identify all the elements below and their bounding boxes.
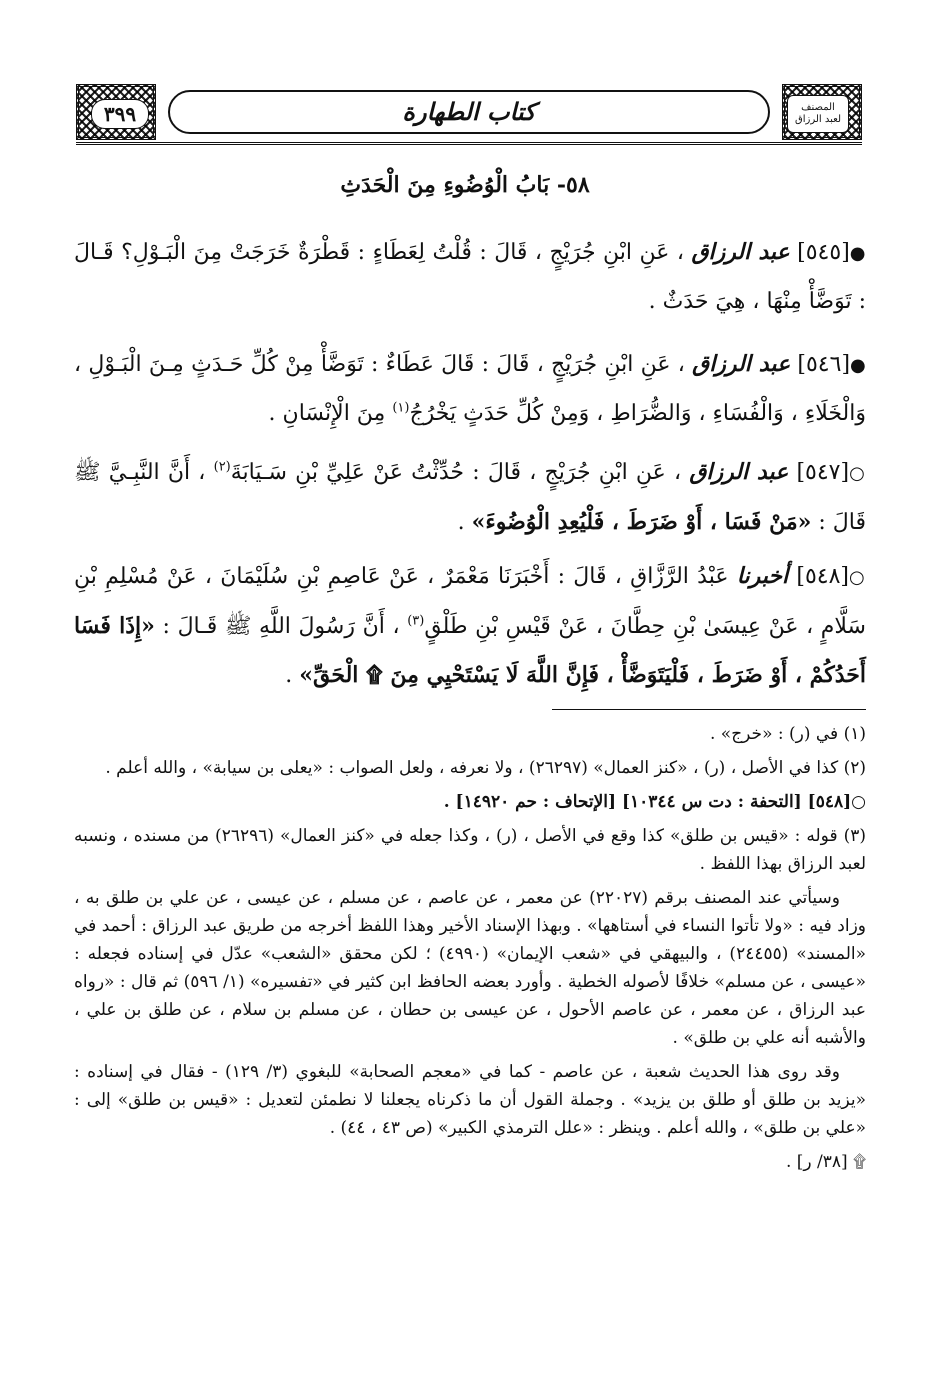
- footnote-marker: (٢): [213, 459, 231, 475]
- chapter-title: ٥٨- بَابُ الْوُضُوءِ مِنَ الْحَدَثِ: [340, 172, 590, 198]
- hadith-text-middle: ، أَنَّ رَسُولَ اللَّهِ ﷺ قَـالَ :: [162, 614, 400, 639]
- hadith-bullet: ○: [849, 567, 866, 588]
- book-section-title: كتاب الطهارة: [168, 90, 770, 134]
- page-number: ٣٩٩: [91, 99, 149, 129]
- book-logo-line-1: المصنف: [801, 102, 835, 113]
- footnote-3: (٣) قوله : «قيس بن طلق» كذا وقع في الأصل ، (ر) ، وكذا جعله في «كنز العمال» (٢٦٢٩٦) من مسنده ، ونسبه لعبد الرزاق بهذا اللفظ .: [74, 826, 866, 874]
- hadith-text-middle: ، أَنَّ النَّبِـيَّ ﷺ قَالَ :: [74, 460, 866, 535]
- header-rule: [76, 142, 862, 145]
- footnote-3-paragraph-3: وقد روى هذا الحديث شعبة ، عن عاصم - كما في «معجم الصحابة» للبغوي (٣/ ١٢٩) - فقال في إسناده : «يزيد بن طلق أو طلق بن يزيد» . وجملة القول أن ما ذكرناه يجعلنا لا نطمئن لتعديل : «قيس بن طلق» إلى : «علي بن طلق» ، والله أعلم . وينظر : «علل الترمذي الكبير» (ص ٤٣ ، ٤٤) .: [74, 1062, 866, 1138]
- hadith-text: ، عَنِ ابْنِ جُرَيْجٍ ، قَالَ : قَالَ عَطَاءٌ : تَوَضَّأْ مِنْ كُلِّ حَـدَثٍ مِـنَ الْبَـوْلِ ، وَالْخَلَاءِ ، وَالْفُسَاءِ ، وَالضُّرَاطِ ، وَمِنْ كُلِّ حَدَثٍ يَخْرُجُ: [74, 352, 866, 426]
- footnote-3-paragraph-2: وسيأتي عند المصنف برقم (٢٢٠٢٧) عن معمر ، عن عاصم ، عن مسلم ، عن عيسى ، عن علي بن طلق به ، وزاد فيه : «ولا تأتوا النساء في أستاهها» . وبهذا الإسناد الأخير وهذا اللفظ أخرجه من طريق عبد الرزاق : أحمد في «المسند» (٢٤٤٥٥) ، والبيهقي في «شعب الإيمان» (٤٩٩٠) ؛ لكن محقق «الشعب» عدّل في إسناده فجعله : «عيسى ، عن مسلم» خلافًا لأصوله الخطية . وأورد بعضه الحافظ ابن كثير في «تفسيره» (١/ ٥٩٦) ثم قال : «رواه عبد الرزاق ، عن معمر ، عن عاصم الأحول ، عن عيسى بن حطان ، عن مسلم بن سلام ، عن طلق بن علي ، والأشبه أنه علي بن طلق» .: [74, 888, 867, 1048]
- footnote-2: (٢) كذا في الأصل ، (ر) ، «كنز العمال» (٢٦٢٩٧) ، ولا نعرفه ، ولعل الصواب : «يعلى بن سيابة» ، والله أعلم .: [105, 758, 866, 778]
- hadith-text: عَبْدُ الرَّزَّاقِ ، قَالَ : أَخْبَرَنَا مَعْمَرٌ ، عَنْ عَاصِمِ بْنِ سُلَيْمَانَ ، عَنْ مُسْلِمِ بْنِ سَلَّامٍ ، عَنْ عِيسَىٰ بْنِ حِطَّانَ ، عَنْ قَيْسِ بْنِ طَلْقٍ: [74, 564, 866, 639]
- left-ornament-frame: [76, 84, 156, 140]
- footnote-takhrij-548: ○[٥٤٨] [التحفة : دت س ١٠٣٤٤] [الإتحاف : حم ١٤٩٢٠] .: [443, 792, 866, 812]
- hadith-matn: «إِذَا فَسَا أَحَدُكُمْ ، أَوْ ضَرَطَ ، فَلْيَتَوَضَّأْ ، فَإِنَّ اللَّهَ لَا يَسْتَحْيِي مِنَ ۩ الْحَقِّ»: [74, 613, 866, 688]
- page-header: [76, 84, 862, 144]
- hadith-number: [٥٤٧]: [796, 460, 850, 485]
- hadith-bullet: ○: [849, 463, 866, 484]
- footnote-1: (١) في (ر) : «خرج» .: [710, 724, 866, 744]
- hadith-matn: «مَنْ فَسَا ، أَوْ ضَرَطَ ، فَلْيُعِدِ الْوُضُوءَ»: [471, 509, 812, 535]
- hadith-bullet: ●: [850, 355, 867, 376]
- hadith-548: [74, 552, 866, 700]
- book-logo-line-2: لعبد الرزاق: [794, 114, 842, 125]
- hadith-number: [٥٤٥]: [797, 240, 850, 265]
- footnote-marker: (١): [392, 400, 410, 416]
- hadith-end: .: [457, 510, 465, 535]
- hadith-text: ، عَنِ ابْنِ جُرَيْجٍ ، قَالَ : قُلْتُ لِعَطَاءٍ : قَطْرَةٌ خَرَجَتْ مِنَ الْبَـوْلِ؟ قَـالَ : تَوَضَّأْ مِنْهَا ، هِيَ حَدَثٌ .: [74, 240, 866, 314]
- footnote-manuscript-ref: ۩ [٣٨/ ر] .: [785, 1152, 866, 1172]
- book-logo: [787, 95, 849, 133]
- narrator-name: عبد الرزاق: [691, 239, 790, 265]
- hadith-text-end: مِنَ الْإِنْسَانِ .: [268, 401, 386, 426]
- narrator-name: عبد الرزاق: [692, 351, 791, 377]
- hadith-number: [٥٤٨]: [796, 564, 850, 589]
- hadith-end: .: [285, 663, 293, 688]
- hadith-547: [74, 448, 866, 547]
- right-ornament-frame: [782, 84, 862, 140]
- footnote-separator: [552, 709, 866, 710]
- narrator-name: عبد الرزاق: [689, 459, 789, 485]
- narrator-name: أخبرنا: [736, 563, 789, 589]
- footnote-marker: (٣): [407, 613, 425, 629]
- hadith-text: ، عَنِ ابْنِ جُرَيْجٍ ، قَالَ : حُدِّثْتُ عَنْ عَلِيِّ بْنِ سَـيَابَةَ: [230, 460, 682, 485]
- hadith-bullet: ●: [849, 243, 866, 264]
- hadith-545: [74, 228, 866, 326]
- hadith-546: [74, 340, 866, 438]
- footnotes: [74, 720, 866, 1182]
- hadith-number: [٥٤٦]: [797, 352, 851, 377]
